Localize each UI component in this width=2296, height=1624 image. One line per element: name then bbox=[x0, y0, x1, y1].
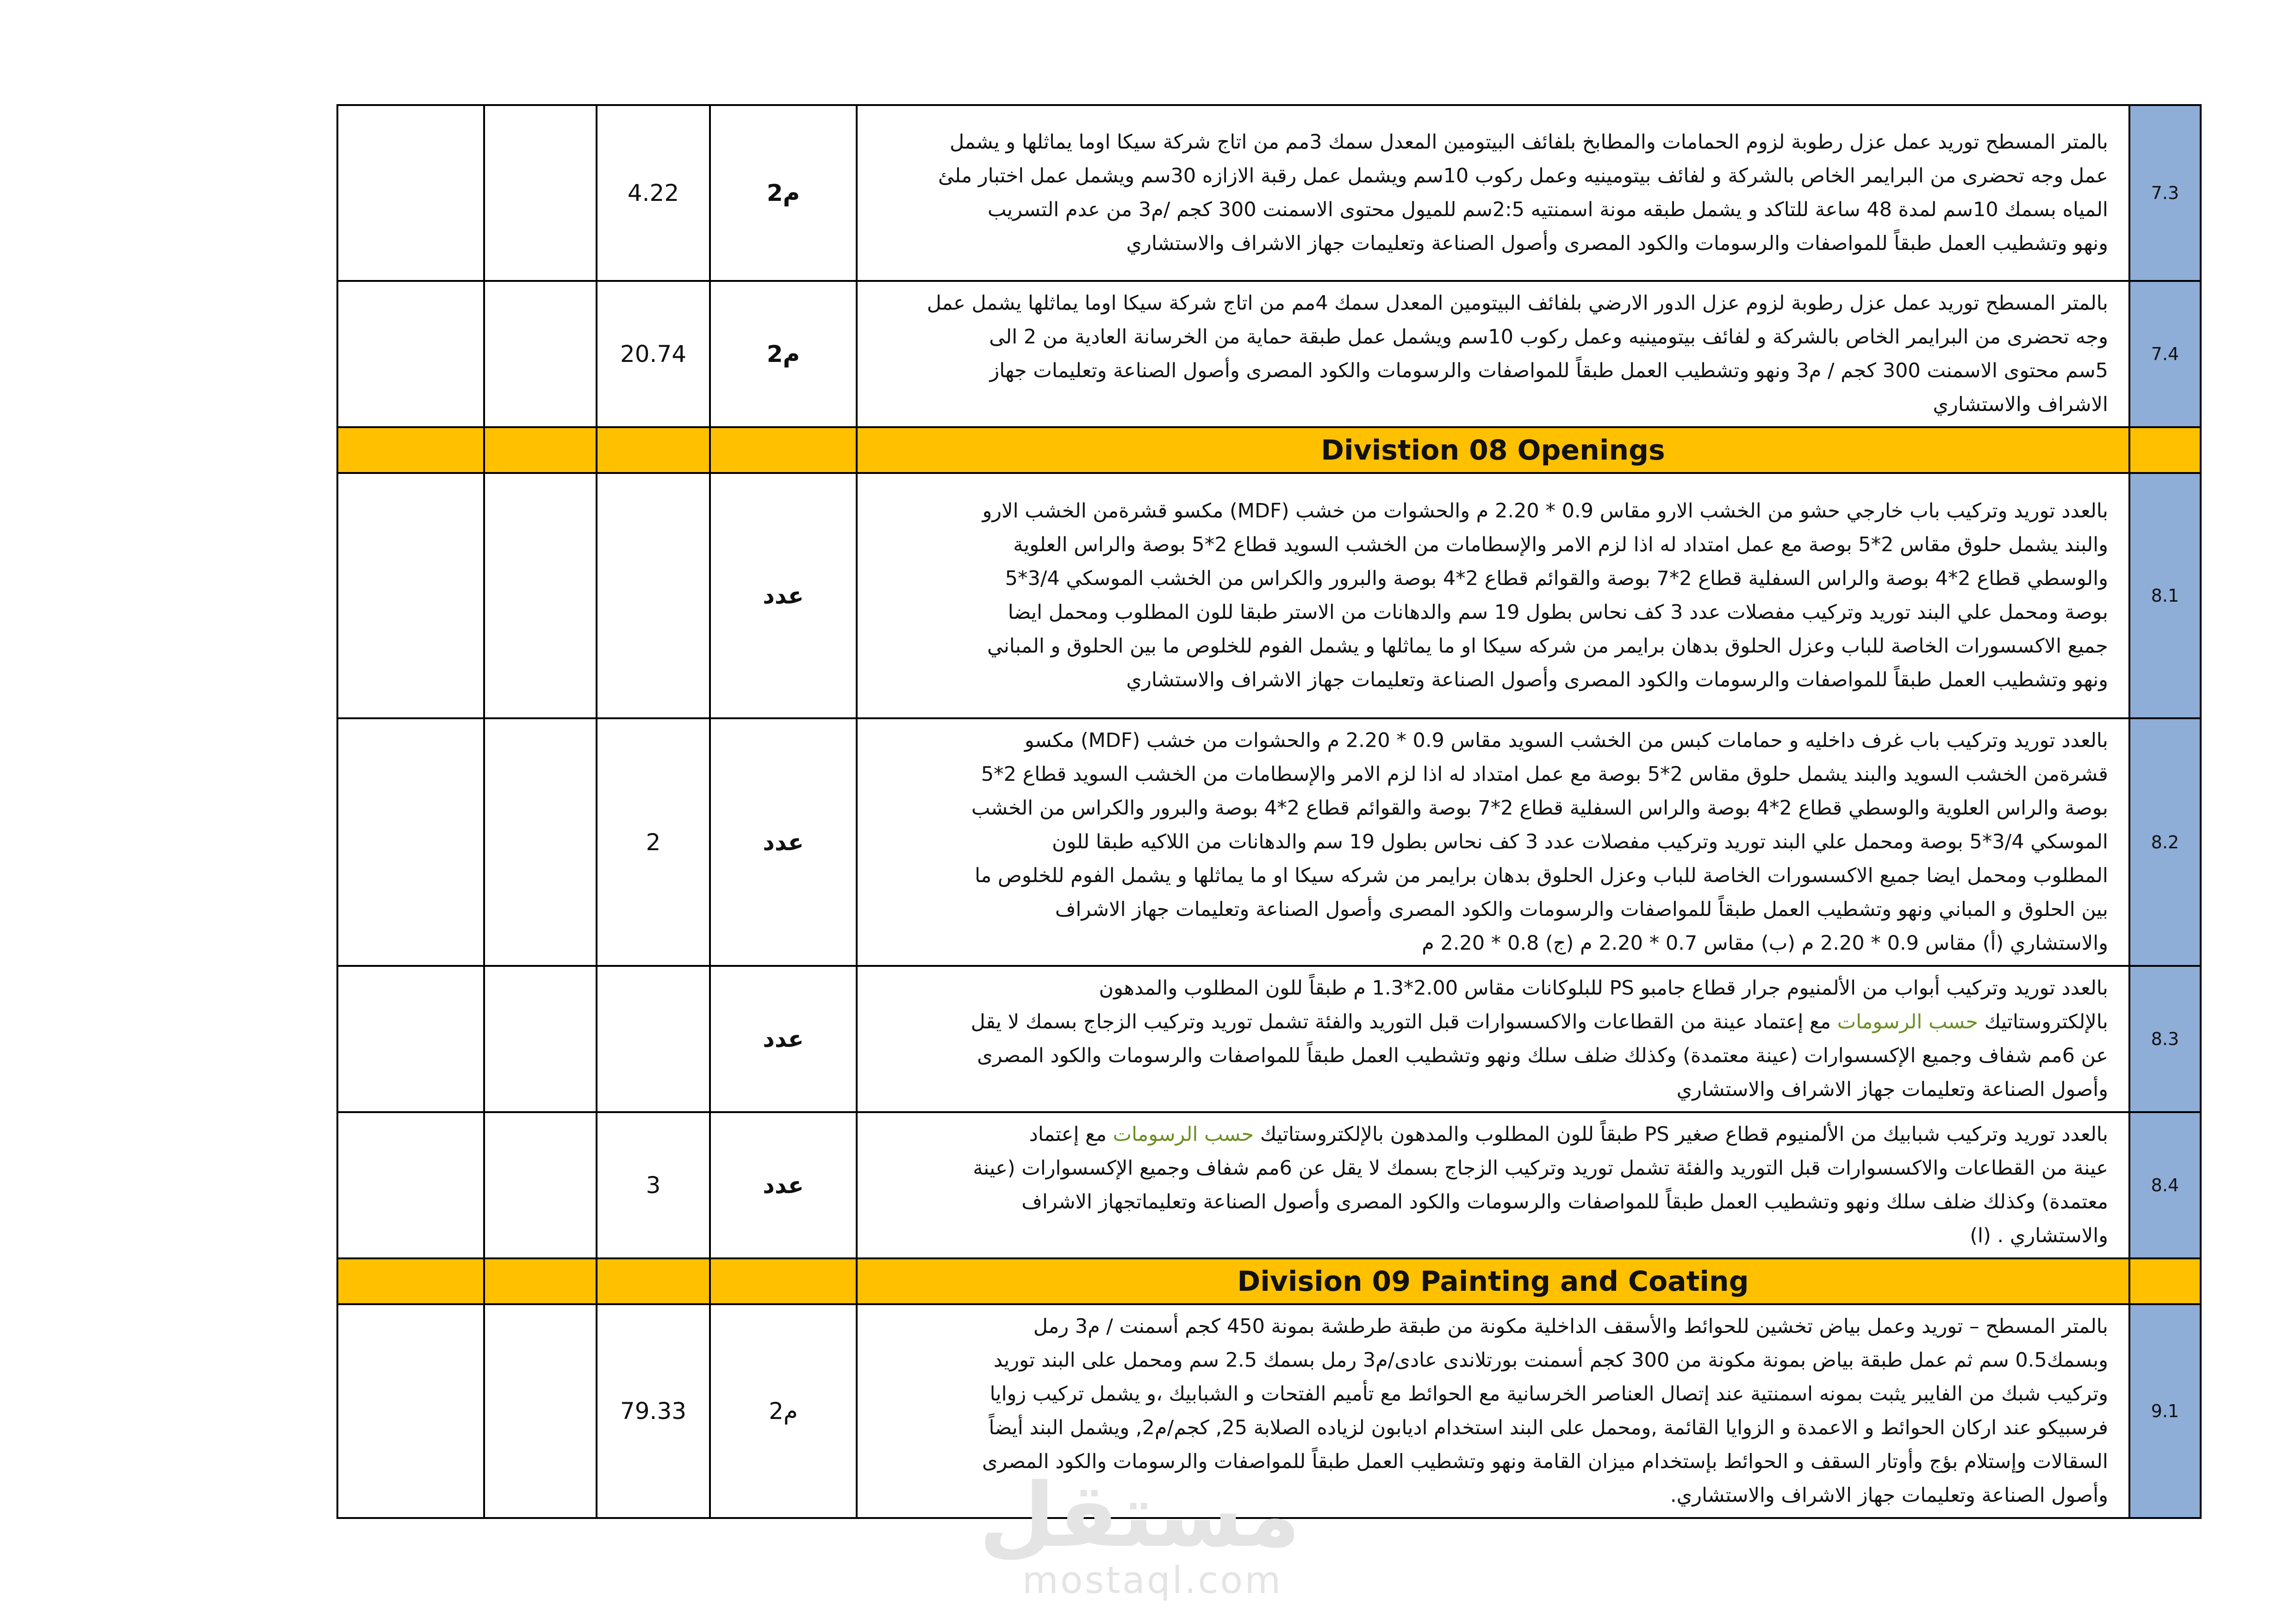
description-cell bbox=[857, 1304, 2129, 1518]
division-unit-cell bbox=[710, 1258, 857, 1304]
watermark-latin: mostaql.com bbox=[1022, 1559, 1283, 1602]
description-line: عمل وجه تحضرى من البرايمر الخاص بالشركة و لفائف بيتومينيه وعمل ركوب 10سم ويشمل عمل رقبة الازازه 30سم ويشمل عمل اختبار ملئ bbox=[938, 164, 2108, 187]
unit-cell: عدد bbox=[710, 473, 857, 718]
description-line: بوصة والراس العلوية والوسطي قطاع 2*4 بوصة والراس السفلية قطاع 2*7 بوصة والقوائم قطاع 2*4 بوصة والبرور والكراس من الخشب bbox=[971, 796, 2108, 820]
description-line: عينة من القطاعات والاكسسوارات قبل التوريد والفئة تشمل توريد وتركيب الزجاج بسمك لا يقل عن 6مم شفاف وجميع الإكسسوارات (عينة bbox=[973, 1157, 2108, 1180]
description-line: المياه بسمك 10سم لمدة 48 ساعة للتاكد و يشمل طبقه مونة اسمنتيه 2:5سم للميول محتوى الاسمنت 300 كجم /م3 من عدم التسريب bbox=[987, 198, 2108, 221]
total-cell bbox=[337, 718, 484, 966]
description-line: والوسطي قطاع 2*4 بوصة والراس السفلية قطاع 2*7 بوصة والقوائم قطاع 2*4 بوصة والبرور والكراس من الخشب الموسكي 3/4*5 bbox=[1005, 567, 2108, 590]
division-qty-cell bbox=[597, 1258, 710, 1304]
description-line: والاستشاري . (ا) bbox=[1970, 1224, 2108, 1247]
description-line: بين الحلوق و المباني ونهو وتشطيب العمل طبقاً للمواصفات والرسومات والكود المصرى وأصول الصناعة وتعليمات جهاز الاشراف bbox=[1055, 898, 2108, 921]
description-line: بالمتر المسطح توريد عمل عزل رطوبة لزوم الحمامات والمطابخ بلفائف البيتومين المعدل سمك 3مم من اتاج شركة سيكا اوما يماثلها و يشمل bbox=[949, 131, 2108, 154]
description-line: وأصول الصناعة وتعليمات جهاز الاشراف والاستشاري bbox=[1676, 1078, 2108, 1101]
quantity-cell: 4.22 bbox=[597, 105, 710, 281]
item-number-cell: 8.1 bbox=[2129, 473, 2201, 718]
description-line: بوصة ومحمل علي البند توريد وتركيب مفصلات عدد 3 كف نحاس بطول 19 سم والدهانات من الاستر طبقا للون المطلوب ومحمل ايضا bbox=[1008, 601, 2108, 624]
description-line: ونهو وتشطيب العمل طبقاً للمواصفات والرسومات والكود المصرى وأصول الصناعة وتعليمات جهاز الاشراف والاستشاري bbox=[1126, 668, 2108, 691]
boq-item-row bbox=[337, 105, 2201, 281]
boq-table bbox=[336, 104, 2202, 1519]
boq-item-row bbox=[337, 281, 2201, 427]
item-number-cell: 7.4 bbox=[2129, 281, 2201, 427]
division-total-cell bbox=[337, 427, 484, 473]
description-line: بالعدد توريد وتركيب باب خارجي حشو من الخشب الارو مقاس 0.9 * 2.20 م والحشوات من خشب (MDF) مكسو قشرةمن الخشب الارو bbox=[982, 499, 2108, 523]
item-number-cell: 8.3 bbox=[2129, 966, 2201, 1112]
quantity-cell: 2 bbox=[597, 718, 710, 966]
boq-item-row bbox=[337, 718, 2201, 966]
description-line: والاستشاري (أ) مقاس 0.9 * 2.20 م (ب) مقاس 0.7 * 2.20 م (ج) 0.8 * 2.20 م bbox=[1422, 932, 2108, 955]
description-line: وجه تحضرى من البرايمر الخاص بالشركة و لفائف بيتومينيه وعمل ركوب 10سم ويشمل عمل طبقة حماية من الخرسانة العادية من 2 الى bbox=[989, 325, 2108, 348]
description-line: بالمتر المسطح – توريد وعمل بياض تخشين للحوائط والأسقف الداخلية مكونة من طبقة طرطشة بمونة 450 كجم أسمنت / م3 رمل bbox=[1033, 1315, 2108, 1338]
quantity-cell: 79.33 bbox=[597, 1304, 710, 1518]
rate-cell bbox=[484, 473, 597, 718]
boq-item-row bbox=[337, 1304, 2201, 1518]
unit-cell: م2 bbox=[710, 281, 857, 427]
quantity-cell bbox=[597, 473, 710, 718]
description-line: الموسكي 3/4*5 بوصة ومحمل علي البند توريد وتركيب مفصلات عدد 3 كف نحاس بطول 19 سم والدهانات من اللاكيه طبقا للون bbox=[1052, 830, 2108, 853]
description-line: وبسمك0.5 سم ثم عمل طبقة بياض بمونة مكونة من 300 كجم أسمنت بورتلاندى عادى/م3 رمل بسمك 2.5 سم ومحمل على البند توريد bbox=[993, 1349, 2108, 1372]
unit-cell: م2 bbox=[710, 105, 857, 281]
description-cell bbox=[857, 473, 2129, 718]
unit-cell: عدد bbox=[710, 718, 857, 966]
total-cell bbox=[337, 966, 484, 1112]
rate-cell bbox=[484, 281, 597, 427]
division-header-row bbox=[337, 1258, 2201, 1304]
description-line: 5سم محتوى الاسمنت 300 كجم / م3 ونهو وتشطيب العمل طبقاً للمواصفات والرسومات والكود المصرى وأصول الصناعة وتعليمات جهاز bbox=[989, 359, 2108, 382]
description-line: والبند يشمل حلوق مقاس 2*5 بوصة مع عمل امتداد له اذا لزم الامر والإسطامات من الخشب السويد قطاع 2*5 بوصة والراس العلوية bbox=[1013, 533, 2108, 556]
description-line: معتمدة) وكذلك ضلف سلك ونهو وتشطيب العمل طبقاً للمواصفات والرسومات والكود المصرى وأصول الصناعة وتعليماتجهاز الاشراف bbox=[1021, 1190, 2108, 1213]
division-number-cell bbox=[2129, 1258, 2201, 1304]
boq-item-row bbox=[337, 966, 2201, 1112]
unit-cell: عدد bbox=[710, 966, 857, 1112]
division-title: Division 09 Painting and Coating bbox=[857, 1258, 2129, 1304]
description-line: المطلوب ومحمل ايضا جميع الاكسسورات الخاصة للباب وعزل الحلوق بدهان برايمر من شركه سيكا او ما يماثلها و يشمل الفوم للخلوص ما bbox=[975, 864, 2108, 887]
watermark-arabic: مستقل bbox=[979, 1464, 1300, 1567]
highlighted-text: حسب الرسومات bbox=[1837, 1010, 1979, 1033]
description-line: بالعدد توريد وتركيب باب غرف داخليه و حمامات كبس من الخشب السويد مقاس 0.9 * 2.20 م والحشوات من خشب (MDF) مكسو bbox=[1024, 729, 2108, 752]
division-header-row bbox=[337, 427, 2201, 473]
quantity-cell bbox=[597, 966, 710, 1112]
item-number-cell: 8.2 bbox=[2129, 718, 2201, 966]
description-cell bbox=[857, 718, 2129, 966]
rate-cell bbox=[484, 1112, 597, 1258]
quantity-cell: 20.74 bbox=[597, 281, 710, 427]
description-line: ونهو وتشطيب العمل طبقاً للمواصفات والرسومات والكود المصرى وأصول الصناعة وتعليمات جهاز الاشراف والاستشاري bbox=[1126, 232, 2108, 255]
description-line: جميع الاكسسورات الخاصة للباب وعزل الحلوق بدهان برايمر من شركه سيكا او ما يماثلها و يشمل الفوم للخلوص ما بين الحلوق و المباني bbox=[987, 635, 2108, 658]
item-number-cell: 8.4 bbox=[2129, 1112, 2201, 1258]
rate-cell bbox=[484, 1304, 597, 1518]
description-line: فرسبيكو عند اركان الحوائط و الاعمدة و الزوايا القائمة ,ومحمل على البند استخدام اديابون لزياده الصلابة 25, كجم/م2, ويشمل البند أيضاً bbox=[989, 1416, 2108, 1439]
division-number-cell bbox=[2129, 427, 2201, 473]
rate-cell bbox=[484, 966, 597, 1112]
description-line: بالإلكتروستاتيك حسب الرسومات مع إعتماد عينة من القطاعات والاكسسوارات قبل التوريد والفئة تشمل توريد وتركيب الزجاج بسمك لا يقل bbox=[971, 1010, 2108, 1033]
description-line: بالمتر المسطح توريد عمل عزل رطوبة لزوم عزل الدور الارضي بلفائف البيتومين المعدل سمك 4مم من اتاج شركة سيكا اوما يماثلها يشمل عمل bbox=[927, 292, 2108, 315]
unit-cell: م2 bbox=[710, 1304, 857, 1518]
total-cell bbox=[337, 1304, 484, 1518]
boq-item-row bbox=[337, 1112, 2201, 1258]
description-line: وأصول الصناعة وتعليمات جهاز الاشراف والاستشاري. bbox=[1670, 1484, 2108, 1507]
highlighted-text: حسب الرسومات bbox=[1113, 1123, 1254, 1146]
description-line: السقالات وإستلام بؤج وأوتار السقف و الحوائط بإستخدام ميزان القامة ونهو وتشطيب العمل طبقاً للمواصفات والرسومات والكود المصرى bbox=[982, 1450, 2108, 1473]
division-qty-cell bbox=[597, 427, 710, 473]
item-number-cell: 9.1 bbox=[2129, 1304, 2201, 1518]
item-number-cell: 7.3 bbox=[2129, 105, 2201, 281]
quantity-cell: 3 bbox=[597, 1112, 710, 1258]
boq-item-row bbox=[337, 473, 2201, 718]
rate-cell bbox=[484, 105, 597, 281]
description-cell bbox=[857, 966, 2129, 1112]
division-rate-cell bbox=[484, 427, 597, 473]
description-line: بالعدد توريد وتركيب شبابيك من الألمنيوم قطاع صغير PS طبقاً للون المطلوب والمدهون بالإلكتروستاتيك حسب الرسومات مع إعتماد bbox=[1029, 1123, 2108, 1146]
description-line: الاشراف والاستشاري bbox=[1933, 393, 2108, 416]
division-unit-cell bbox=[710, 427, 857, 473]
total-cell bbox=[337, 1112, 484, 1258]
description-line: وتركيب شبك من الفايبر يثبت بمونه اسمنتية عند إتصال العناصر الخرسانية مع الحوائط مع تأميم الفتحات و الشبابيك ،و يشمل تركيب زوايا bbox=[989, 1382, 2108, 1406]
total-cell bbox=[337, 281, 484, 427]
total-cell bbox=[337, 105, 484, 281]
description-line: عن 6مم شفاف وجميع الإكسسوارات (عينة معتمدة) وكذلك ضلف سلك ونهو وتشطيب العمل طبقاً للمواصفات والرسومات والكود المصرى bbox=[977, 1044, 2108, 1067]
unit-cell: عدد bbox=[710, 1112, 857, 1258]
description-cell bbox=[857, 1112, 2129, 1258]
description-cell bbox=[857, 281, 2129, 427]
division-title: Divistion 08 Openings bbox=[857, 427, 2129, 473]
division-total-cell bbox=[337, 1258, 484, 1304]
description-cell bbox=[857, 105, 2129, 281]
division-rate-cell bbox=[484, 1258, 597, 1304]
rate-cell bbox=[484, 718, 597, 966]
total-cell bbox=[337, 473, 484, 718]
description-line: بالعدد توريد وتركيب أبواب من الألمنيوم جرار قطاع جامبو PS للبلوكانات مقاس 2.00*1.3 م طبقاً للون المطلوب والمدهون bbox=[1099, 977, 2108, 1000]
description-line: قشرةمن الخشب السويد والبند يشمل حلوق مقاس 2*5 بوصة مع عمل امتداد له اذا لزم الامر والإسطامات من الخشب السويد قطاع 2*5 bbox=[981, 763, 2108, 786]
